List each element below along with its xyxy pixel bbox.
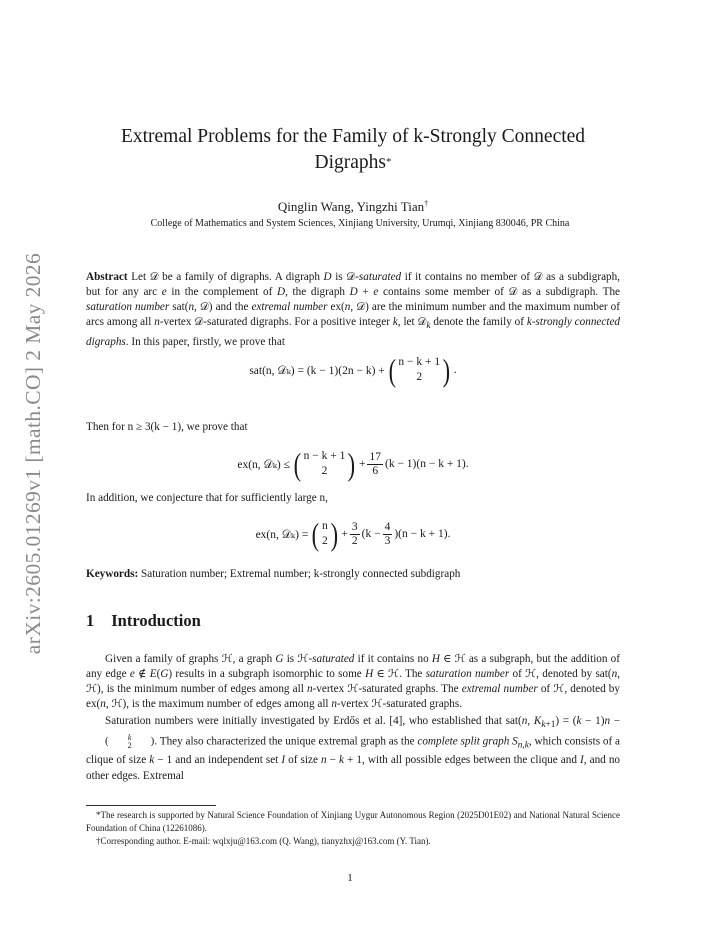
footnote-funding: *The research is supported by Natural Science Foundation of Xinjiang Uygur Autonomous Region (2025D01E02) and National Natural Science Foundation of China (12261086). [86,810,620,833]
arxiv-stamp: arXiv:2605.01269v1 [math.CO] 2 May 2026 [21,252,46,654]
intro-paragraph-1: Given a family of graphs ℋ, a graph G is ℋ-saturated if it contains no H ∈ ℋ as a subgraph, but the addition of any edge e ∉ E(G) results in a subgraph isomorphic to some H ∈ ℋ. The saturation number of ℋ, denoted by sat(n, ℋ), is the minimum number of edges among all n-vertex ℋ-saturated graphs. The extremal number of ℋ, denoted by ex(n, ℋ), is the maximum number of edges among all n-vertex ℋ-saturated graphs. [86,653,620,711]
abstract-body: Let 𝒟 be a family of digraphs. A digraph D is 𝒟-saturated if it contains no member of 𝒟 as a subdigraph, but for any arc e in the complement of D, the digraph D + e contains some member of 𝒟 as a subdigraph. The saturation number sat(n, 𝒟) and the extremal number ex(n, 𝒟) are the minimum number and the maximum number of arcs among all n-vertex 𝒟-saturated digraphs. For a positive integer k, let 𝒟$_k$ denote the family of k-strongly connected digraphs. In this paper, firstly, we prove that [86,271,621,348]
section-heading: 1 Introduction [86,611,201,630]
title-line-1: Extremal Problems for the Family of k-Strongly Connected [120,126,586,147]
binomial: ( n − k + 1 2 ) [388,352,451,388]
introduction-body [86,652,620,784]
equation-sat: sat(n, 𝒟ₖ) = (k − 1)(2n − k) + ( n − k + 1 2 ) . [249,352,457,388]
page-number: 1 [347,872,353,884]
title-line-2: Digraphs* [314,152,392,173]
footnotes [86,809,620,848]
fraction: $\frac{3}{2}$ [351,520,358,547]
title-footnote-mark: * [386,156,392,168]
footnote-corresponding: †Corresponding author. E-mail: wqlxju@163.com (Q. Wang), tianyzhxj@163.com (Y. Tian). [96,836,431,846]
abstract-conjecture: In addition, we conjecture that for sufficiently large n, [86,492,328,504]
abstract-then: Then for n ≥ 3(k − 1), we prove that [86,421,248,433]
fraction: $\frac{17}{6}$ [369,450,381,477]
abstract [86,270,620,350]
paper-title [86,124,620,176]
equation-ex-conjecture: ex(n, 𝒟ₖ) = ( n 2 ) + $\frac{3}{2}$ (k − $\frac{4}{3}$ )(n − k + 1). [255,516,451,552]
binomial: ( n − k + 1 2 ) [293,446,356,482]
keywords: Keywords: Saturation number; Extremal number; k-strongly connected subdigraph [86,568,461,580]
fraction: $\frac{4}{3}$ [384,520,391,547]
intro-paragraph-2: Saturation numbers were initially investigated by Erdős et al. [4], who established that sat(n, $K_{k+1}) = (k - 1)n$ − ( k 2 ). They also characterized the unique extremal graph as the complete split graph $S_{n,k}$, which consists of a clique of size k − 1 and an independent set I of size n − k + 1, with all possible edges between the clique and I, and no other edges. Extremal [86,715,621,782]
authors: Qinglin Wang, Yingzhi Tian† [277,199,429,214]
affiliation: College of Mathematics and System Sciences, Xinjiang University, Urumqi, Xinjiang 830046, PR China [150,218,570,229]
keywords-label: Keywords: [86,568,139,580]
equation-ex-upper: ex(n, 𝒟ₖ) ≤ ( n − k + 1 2 ) + $\frac{17}{6}$ (k − 1)(n − k + 1). [237,446,469,482]
footnote-rule [86,805,216,806]
abstract-label: Abstract [86,271,128,283]
author-footnote-mark: † [424,199,429,208]
binomial: ( n 2 ) [311,516,338,552]
